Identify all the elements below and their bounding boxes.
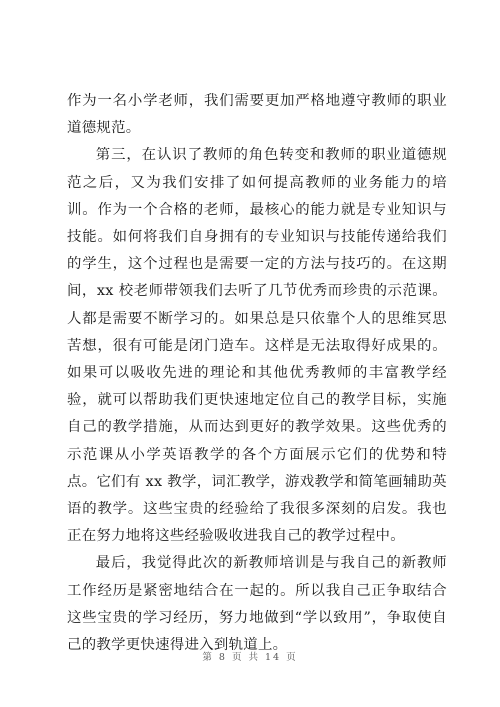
page-footer: 第 8 页 共 14 页 — [202, 652, 298, 663]
paragraph-third-point: 第三，在认识了教师的角色转变和教师的职业道德规范之后，又为我们安排了如何提高教师的业务能力的培训。作为一个合格的老师，最核心的能力就是专业知识与技能。如何将我们自身拥有的专业知识与技能传递给我们的学生，这个过程也是需要一定的方法与技巧的。在这期间，xx 校老师带领我们去听了几节优秀而珍贵的示范课。人都是需要不断学习的。如果总是只依靠个人的思维冥思苦想，很有可能是闭门造车。这样是无法取得好成果的。如果可以吸收先进的理论和其他优秀教师的丰富教学经验，就可以帮助我们更快速地定位自己的教学目标，实施自己的教学措施，从而达到更好的教学效果。这些优秀的示范课从小学英语教学的各个方面展示它们的优势和特点。它们有 xx 教学，词汇教学，游戏教学和简笔画辅助英语的教学。这些宝贵的经验给了我很多深刻的启发。我也正在努力地将这些经验吸收进我自己的教学过程中。 — [67, 147, 447, 545]
paragraph-conclusion: 最后，我觉得此次的新教师培训是与我自己的新教师工作经历是紧密地结合在一起的。所以我自己正争取结合这些宝贵的学习经历，努力地做到“学以致用”，争取使自己的教学更快速得进入到轨道上。 — [67, 555, 447, 654]
document-body — [67, 88, 447, 659]
paragraph-intro-continuation: 作为一名小学老师，我们需要更加严格地遵守教师的职业道德规范。 — [67, 93, 447, 137]
